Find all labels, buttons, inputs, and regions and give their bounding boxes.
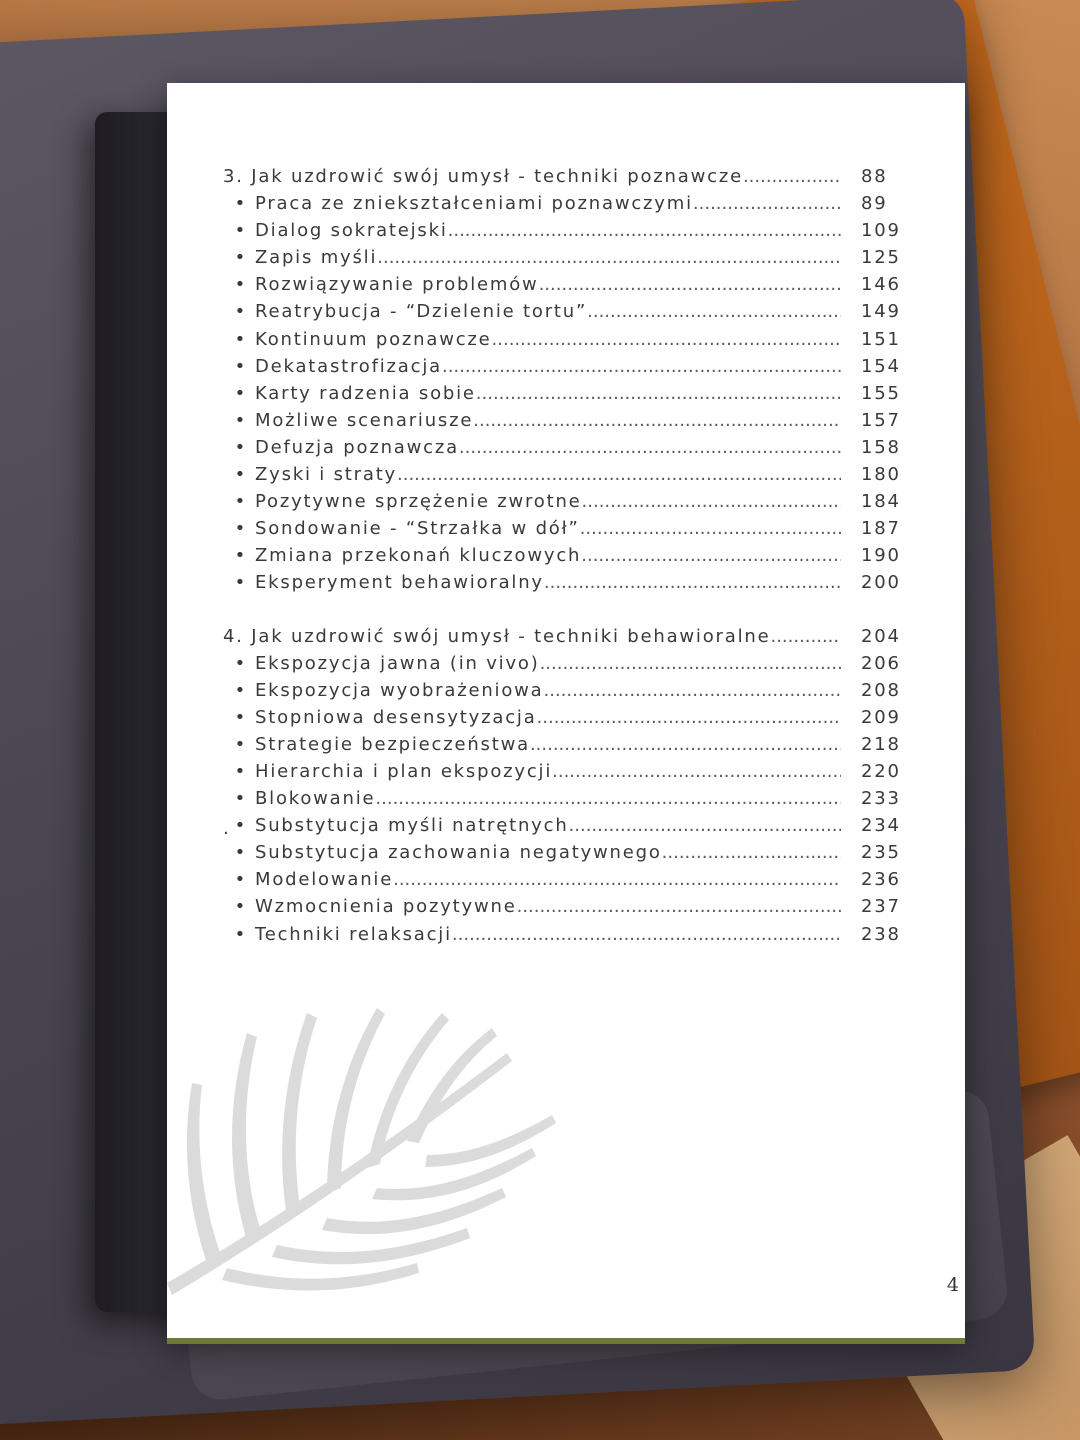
bullet: • <box>234 733 247 755</box>
toc-page-number: 154 <box>861 355 901 377</box>
dot-leader <box>544 569 841 596</box>
toc-page-number: 206 <box>861 652 901 674</box>
bullet: • <box>234 842 247 864</box>
dot-leader <box>544 677 841 704</box>
dot-leader <box>393 866 841 893</box>
toc-entry[interactable] <box>223 461 903 488</box>
toc-page-number: 88 <box>861 166 888 187</box>
toc-entry[interactable] <box>223 677 903 704</box>
toc-page-number: 187 <box>861 518 901 540</box>
stray-mark: . <box>223 818 229 839</box>
toc-page-number: 89 <box>861 193 888 215</box>
dot-leader <box>473 407 841 434</box>
toc-entry[interactable] <box>223 704 903 731</box>
toc-entry[interactable] <box>223 190 903 217</box>
toc-entry-title: Ekspozycja wyobrażeniowa <box>255 679 544 701</box>
toc-heading-title: 4. Jak uzdrowić swój umysł - techniki behawioralne <box>223 625 771 647</box>
dot-leader <box>442 353 841 380</box>
toc-entry[interactable] <box>223 407 903 434</box>
bullet: • <box>234 328 247 350</box>
bullet: • <box>234 518 247 540</box>
bullet: • <box>234 896 247 918</box>
toc-entry-title: Techniki relaksacji <box>255 923 452 945</box>
toc-entry-title: Pozytywne sprzężenie zwrotne <box>255 491 582 513</box>
dot-leader <box>397 461 841 488</box>
toc-entry[interactable] <box>223 921 903 948</box>
toc-page-number: 204 <box>861 625 901 647</box>
dot-leader <box>569 812 841 839</box>
toc-entry-title: Reatrybucja - “Dzielenie tortu” <box>255 301 588 323</box>
toc-entry[interactable] <box>223 785 903 812</box>
toc-page-number: 237 <box>861 896 901 918</box>
bullet: • <box>234 193 247 215</box>
dot-leader <box>693 190 841 217</box>
toc-entry[interactable] <box>223 434 903 461</box>
toc-entry[interactable] <box>223 812 903 839</box>
toc-entry-title: Wzmocnienia pozytywne <box>255 896 517 918</box>
bullet: • <box>234 706 247 728</box>
bullet: • <box>234 788 247 810</box>
dot-leader <box>743 163 841 190</box>
bullet: • <box>234 382 247 404</box>
toc-entry-title: Blokowanie <box>255 788 376 810</box>
toc-entry-title: Kontinuum poznawcze <box>255 328 492 350</box>
dot-leader <box>581 542 841 569</box>
toc-entry-title: Stopniowa desensytyzacja <box>255 706 537 728</box>
document-page <box>167 83 965 1338</box>
dot-leader <box>492 326 841 353</box>
dot-leader <box>540 650 841 677</box>
toc-page-number: 220 <box>861 760 901 782</box>
toc-heading[interactable] <box>223 623 903 650</box>
toc-page-number: 155 <box>861 382 901 404</box>
toc-entry[interactable] <box>223 217 903 244</box>
bullet: • <box>234 464 247 486</box>
toc-entry[interactable] <box>223 271 903 298</box>
toc-entry-title: Zyski i straty <box>255 464 398 486</box>
bullet: • <box>234 247 247 269</box>
toc-page-number: 149 <box>861 301 901 323</box>
toc-page-number: 238 <box>861 923 901 945</box>
bullet: • <box>234 652 247 674</box>
dot-leader <box>375 785 841 812</box>
toc-entry-title: Defuzja poznawcza <box>255 436 459 458</box>
toc-page-number: 158 <box>861 436 901 458</box>
toc-page-number: 151 <box>861 328 901 350</box>
toc-heading[interactable] <box>223 163 903 190</box>
toc-page-number: 125 <box>861 247 901 269</box>
bullet: • <box>234 301 247 323</box>
bullet: • <box>234 409 247 431</box>
toc-entry-title: Dekatastrofizacja <box>255 355 442 377</box>
bullet: • <box>234 923 247 945</box>
toc-entry-title: Substytucja myśli natrętnych <box>255 815 569 837</box>
dot-leader <box>459 434 841 461</box>
table-of-contents <box>223 163 903 974</box>
toc-entry-title: Sondowanie - “Strzałka w dół” <box>255 518 580 540</box>
bullet: • <box>234 572 247 594</box>
dot-leader <box>517 893 841 920</box>
dot-leader <box>552 758 841 785</box>
toc-entry-title: Ekspozycja jawna (in vivo) <box>255 652 540 674</box>
toc-heading-title: 3. Jak uzdrowić swój umysł - techniki poznawcze <box>223 166 743 187</box>
toc-entry[interactable] <box>223 839 903 866</box>
toc-entry[interactable] <box>223 731 903 758</box>
dot-leader <box>580 515 841 542</box>
bullet: • <box>234 274 247 296</box>
bullet: • <box>234 679 247 701</box>
toc-entry-title: Możliwe scenariusze <box>255 409 474 431</box>
toc-page-number: 200 <box>861 572 901 594</box>
toc-section-3 <box>223 163 903 597</box>
toc-entry-title: Hierarchia i plan ekspozycji <box>255 760 553 782</box>
toc-entry[interactable] <box>223 380 903 407</box>
toc-entry-title: Strategie bezpieczeństwa <box>255 733 530 755</box>
bullet: • <box>234 760 247 782</box>
toc-page-number: 233 <box>861 788 901 810</box>
toc-entry[interactable] <box>223 326 903 353</box>
toc-page-number: 190 <box>861 545 901 567</box>
toc-page-number: 208 <box>861 679 901 701</box>
dot-leader <box>530 731 841 758</box>
toc-entry-title: Karty radzenia sobie <box>255 382 476 404</box>
toc-page-number: 209 <box>861 706 901 728</box>
toc-page-number: 184 <box>861 491 901 513</box>
toc-entry[interactable] <box>223 515 903 542</box>
toc-page-number: 109 <box>861 220 901 242</box>
toc-page-number: 236 <box>861 869 901 891</box>
toc-page-number: 157 <box>861 409 901 431</box>
toc-entry[interactable] <box>223 866 903 893</box>
toc-page-number: 146 <box>861 274 901 296</box>
toc-entry-title: Praca ze zniekształceniami poznawczymi <box>255 193 693 215</box>
toc-entry[interactable] <box>223 244 903 271</box>
toc-entry[interactable] <box>223 758 903 785</box>
bullet: • <box>234 436 247 458</box>
toc-entry-title: Zapis myśli <box>255 247 378 269</box>
toc-entry-title: Eksperyment behawioralny <box>255 572 544 594</box>
dot-leader <box>452 921 841 948</box>
bullet: • <box>234 220 247 242</box>
dot-leader <box>377 244 841 271</box>
toc-entry[interactable] <box>223 488 903 515</box>
toc-entry[interactable] <box>223 893 903 920</box>
dot-leader <box>770 623 841 650</box>
dot-leader <box>476 380 841 407</box>
toc-page-number: 234 <box>861 815 901 837</box>
dot-leader <box>582 488 841 515</box>
toc-entry[interactable] <box>223 298 903 325</box>
toc-entry-title: Rozwiązywanie problemów <box>255 274 539 296</box>
toc-entry[interactable] <box>223 569 903 596</box>
bullet: • <box>234 355 247 377</box>
dot-leader <box>448 217 841 244</box>
dot-leader <box>537 704 841 731</box>
toc-entry-title: Substytucja zachowania negatywnego <box>255 842 662 864</box>
bullet: • <box>234 869 247 891</box>
page-number: 4 <box>946 1274 959 1296</box>
toc-entry-title: Zmiana przekonań kluczowych <box>255 545 582 567</box>
dot-leader <box>587 298 841 325</box>
bullet: • <box>234 815 247 837</box>
dot-leader <box>662 839 841 866</box>
toc-entry[interactable] <box>223 542 903 569</box>
dot-leader <box>539 271 841 298</box>
bullet: • <box>234 491 247 513</box>
toc-entry[interactable] <box>223 353 903 380</box>
bullet: • <box>234 545 247 567</box>
toc-entry-title: Dialog sokratejski <box>255 220 448 242</box>
toc-page-number: 218 <box>861 733 901 755</box>
toc-entry[interactable] <box>223 650 903 677</box>
toc-entry-title: Modelowanie <box>255 869 394 891</box>
toc-page-number: 180 <box>861 464 901 486</box>
toc-section-4 <box>223 623 903 948</box>
toc-page-number: 235 <box>861 842 901 864</box>
fern-shadow-decoration <box>167 983 587 1338</box>
